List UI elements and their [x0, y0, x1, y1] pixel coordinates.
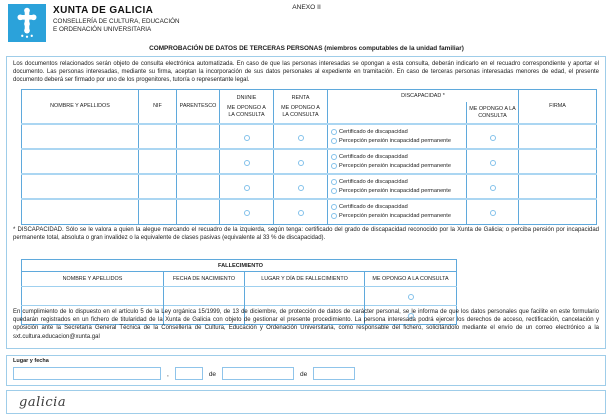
death-place-cell	[245, 287, 365, 306]
parentesco-cell	[177, 174, 220, 199]
disability-footnote: * DISCAPACIDAD. Sólo se le valora a quien la alegue marcando el recuadro de la izquierda, según tenga: certificado del grado de discapacidad reconocido por la Xunta de Galicia; o perciba pensión por incapacidad permanente total, absoluta o gran invalidez o la equivalente de clases pasivas (equivalente al 33 % de discapacidad).	[13, 227, 599, 242]
place-input[interactable]	[13, 367, 161, 380]
disability-certificate-label: Certificado de discapacidad	[339, 178, 408, 185]
dni-oppose-radio[interactable]	[244, 135, 250, 141]
renta-oppose-radio[interactable]	[298, 210, 304, 216]
place-date-fields	[13, 367, 355, 380]
death-name-cell	[22, 287, 164, 306]
name-cell	[22, 149, 139, 174]
col-header-disability	[328, 90, 519, 125]
dni-title: DNI/NIE	[236, 94, 257, 101]
name-cell	[22, 174, 139, 199]
nif-cell	[139, 199, 177, 224]
org-name: XUNTA DE GALICIA	[53, 5, 154, 16]
disability-oppose-radio[interactable]	[490, 210, 496, 216]
disability-oppose-cell	[467, 149, 519, 174]
disability-certificate-label: Certificado de discapacidad	[339, 203, 408, 210]
de-separator-2: de	[300, 371, 308, 378]
death-col-oppose: ME OPONGO A LA CONSULTA	[365, 272, 457, 287]
de-separator-1: de	[208, 371, 217, 378]
firma-cell	[519, 149, 597, 174]
disability-certificate-label: Certificado de discapacidad	[339, 153, 408, 160]
nif-cell	[139, 124, 177, 149]
disability-oppose-cell	[467, 199, 519, 224]
dni-oppose-cell	[220, 174, 274, 199]
col-header-renta	[274, 90, 328, 125]
renta-oppose-label: ME OPONGO A LA CONSULTA	[281, 105, 320, 118]
dni-oppose-cell	[220, 199, 274, 224]
page-title: COMPROBACIÓN DE DATOS DE TERCERAS PERSONAS (miembros computables de la unidad familiar)	[149, 45, 464, 52]
dni-oppose-cell	[220, 149, 274, 174]
death-col-name: NOMBRE Y APELLIDOS	[22, 272, 164, 287]
renta-oppose-cell	[274, 199, 328, 224]
table-row	[22, 199, 597, 224]
col-header-parentesco: PARENTESCO	[177, 90, 220, 125]
place-date-label: Lugar y fecha	[13, 358, 49, 364]
disability-oppose-cell	[467, 124, 519, 149]
fallecimiento-row	[22, 287, 457, 306]
renta-oppose-radio[interactable]	[298, 135, 304, 141]
form-body-box	[6, 56, 606, 349]
disability-options-cell	[328, 124, 467, 149]
disability-certificate-radio[interactable]	[331, 154, 337, 160]
death-oppose-cell	[365, 287, 457, 306]
place-date-box	[6, 355, 606, 386]
disability-pension-radio[interactable]	[331, 138, 337, 144]
galicia-wordmark: galicia	[19, 394, 67, 410]
disability-certificate-radio[interactable]	[331, 179, 337, 185]
renta-oppose-radio[interactable]	[298, 160, 304, 166]
disability-spacer	[328, 102, 466, 123]
fallecimiento-title: FALLECIMIENTO	[22, 260, 457, 272]
firma-cell	[519, 199, 597, 224]
disability-pension-label: Percepción pensión incapacidad permanente	[339, 162, 451, 169]
renta-oppose-cell	[274, 174, 328, 199]
renta-oppose-radio[interactable]	[298, 185, 304, 191]
disability-oppose-cell	[467, 174, 519, 199]
dni-oppose-cell	[220, 124, 274, 149]
disability-oppose-label: ME OPONGO A LA CONSULTA	[466, 102, 518, 123]
dni-oppose-radio[interactable]	[244, 160, 250, 166]
disability-pension-label: Percepción pensión incapacidad permanente	[339, 212, 451, 219]
table-row	[22, 174, 597, 199]
dni-oppose-radio[interactable]	[244, 185, 250, 191]
disability-certificate-radio[interactable]	[331, 204, 337, 210]
name-cell	[22, 124, 139, 149]
col-header-dni	[220, 90, 274, 125]
disability-oppose-radio[interactable]	[490, 160, 496, 166]
parentesco-cell	[177, 199, 220, 224]
dni-oppose-label: ME OPONGO A LA CONSULTA	[227, 105, 266, 118]
year-input[interactable]	[313, 367, 355, 380]
disability-pension-radio[interactable]	[331, 188, 337, 194]
firma-cell	[519, 174, 597, 199]
fallecimiento-header-row	[22, 272, 457, 287]
third-party-consent-table	[21, 89, 597, 225]
disability-certificate-label: Certificado de discapacidad	[339, 128, 408, 135]
disability-title: DISCAPACIDAD *	[401, 92, 445, 99]
nif-cell	[139, 174, 177, 199]
footer-band	[6, 390, 606, 414]
disability-options-cell	[328, 199, 467, 224]
col-header-name: NOMBRE Y APELLIDOS	[22, 90, 139, 125]
disability-pension-label: Percepción pensión incapacidad permanente	[339, 187, 451, 194]
annex-label: ANEXO II	[292, 4, 321, 11]
death-col-place: LUGAR Y DÍA DE FALLECIMIENTO	[245, 272, 365, 287]
data-protection-notice: En cumplimiento de lo dispuesto en el artículo 5 de la Ley orgánica 15/1999, de 13 de diciembre, de protección de datos de carácter personal, se le informa de que los datos personales que facilite en este formulario quedarán registrados en un fichero de titularidad de la Xunta de Galicia con objeto de gestionar el presente procedimiento. La persona interesada podrá ejercer los derechos de acceso, rectificación, cancelación y oposición ante la Secretaría General Técnica de la Consellería de Cultura, Educación y Ordenación Universitaria, como responsable del fichero, solicitándolo mediante el envío de un correo electrónico a la sxt.cultura.educacion@xunta.gal	[13, 309, 599, 340]
fallecimiento-title-row	[22, 260, 457, 272]
table-row	[22, 149, 597, 174]
org-department-line2: E ORDENACIÓN UNIVERSITARIA	[53, 25, 152, 33]
disability-certificate-radio[interactable]	[331, 129, 337, 135]
col-header-nif: NIF	[139, 90, 177, 125]
month-input[interactable]	[222, 367, 294, 380]
col-header-firma: FIRMA	[519, 90, 597, 125]
org-department	[53, 18, 180, 33]
intro-paragraph: Los documentos relacionados serán objeto de consulta electrónica automatizada. En caso de que las personas interesadas se opongan a esta consulta, deberán indicarlo en el recuadro correspondiente y aportar el documento. Las personas interesadas, mediante su firma, aceptan la incorporación de sus datos personales al expediente en tramitación. En caso de terceras personas interesadas menores de edad, el presente documento deberá ser firmado por uno de los progenitores, tutor/a o representante legal.	[13, 61, 599, 84]
renta-title: RENTA	[291, 94, 310, 101]
day-input[interactable]	[175, 367, 203, 380]
parentesco-cell	[177, 149, 220, 174]
death-col-birth: FECHA DE NACIMIENTO	[164, 272, 245, 287]
renta-oppose-cell	[274, 124, 328, 149]
disability-oppose-radio[interactable]	[490, 135, 496, 141]
name-cell	[22, 199, 139, 224]
org-department-line1: CONSELLERÍA DE CULTURA, EDUCACIÓN	[53, 18, 180, 25]
death-oppose-radio[interactable]	[408, 294, 414, 300]
disability-options-cell	[328, 174, 467, 199]
table-row	[22, 124, 597, 149]
table-header-row	[22, 90, 597, 125]
disability-pension-radio[interactable]	[331, 163, 337, 169]
firma-cell	[519, 124, 597, 149]
parentesco-cell	[177, 124, 220, 149]
renta-oppose-cell	[274, 149, 328, 174]
nif-cell	[139, 149, 177, 174]
dni-oppose-radio[interactable]	[244, 210, 250, 216]
disability-pension-label: Percepción pensión incapacidad permanente	[339, 137, 451, 144]
comma-separator: ,	[167, 371, 169, 378]
disability-options-cell	[328, 149, 467, 174]
disability-oppose-radio[interactable]	[490, 185, 496, 191]
death-birth-cell	[164, 287, 245, 306]
disability-pension-radio[interactable]	[331, 213, 337, 219]
